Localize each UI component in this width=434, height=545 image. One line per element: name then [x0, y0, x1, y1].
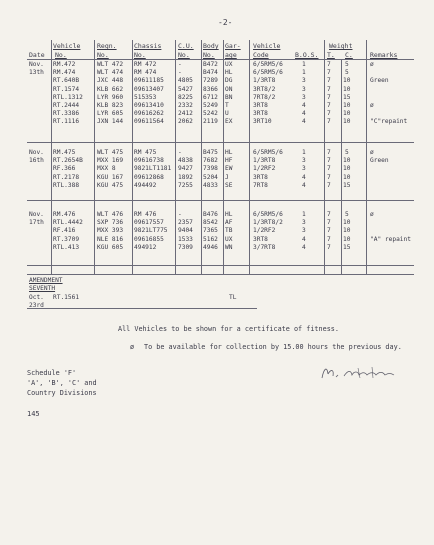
cell-bos: 4 [302, 102, 306, 109]
cell-veh: RM.472 [53, 61, 76, 68]
cell-chassis: 09612868 [134, 173, 164, 181]
rule-line [27, 200, 414, 201]
cell-t: 7 [327, 157, 331, 165]
rule-line [27, 308, 257, 309]
cell-regn: KLB 662 [97, 85, 124, 93]
cell-bos: 4 [302, 118, 306, 126]
cell-veh: RTL.4442 [53, 219, 83, 227]
cell-remark: ø [370, 211, 374, 218]
cell-chassis: 494492 [134, 181, 157, 189]
cell-code: 3RT8 [253, 235, 268, 243]
cell-bos: 3 [302, 219, 306, 227]
cell-regn: SXP 736 [97, 219, 124, 227]
cell-code: 3/7RT8 [253, 243, 276, 251]
cell-chassis: RM 474 [134, 69, 157, 77]
column-rule [132, 40, 133, 274]
header-cu: C.U. [178, 42, 194, 50]
cell-body: 6712 [203, 93, 218, 101]
cell-gar: WN [225, 243, 233, 251]
schedule-line-1: Schedule 'F' [27, 369, 77, 377]
cell-c: 10 [343, 77, 351, 85]
header-cu-no: No. [178, 51, 190, 59]
cell-chassis: 9821LT775 [134, 227, 168, 235]
cell-cu: 2332 [178, 102, 193, 109]
header-remarks: Remarks [370, 51, 398, 59]
amendment-vehicle: RT.1561 [53, 294, 80, 301]
cell-code: 3RT8 [253, 173, 268, 181]
cell-code: 6/5RM5/6 [253, 149, 283, 156]
cell-cu: - [178, 211, 182, 218]
cell-gar: EW [225, 165, 233, 173]
cell-chassis: 09616855 [134, 235, 164, 243]
schedule-line-2: 'A', 'B', 'C' and [27, 379, 97, 387]
cell-gar: J [225, 173, 229, 181]
cell-c: 10 [343, 173, 351, 181]
cell-c: 10 [343, 165, 351, 173]
cell-c: 15 [343, 93, 351, 101]
cell-t: 7 [327, 227, 331, 235]
cell-cu: 2357 [178, 219, 193, 227]
cell-t: 7 [327, 85, 331, 93]
cell-chassis: 9821LT1181 [134, 165, 172, 173]
cell-regn: WLT 476 [97, 211, 124, 218]
cell-body: B474 [203, 69, 218, 77]
header-vehicle-no: No. [55, 51, 67, 59]
cell-body: 7289 [203, 77, 218, 85]
cell-veh: RT.2654B [53, 157, 83, 165]
cell-gar: HL [225, 149, 233, 156]
cell-gar: DG [225, 77, 233, 85]
cell-cu: 2062 [178, 118, 193, 126]
cell-code: 7RT8/2 [253, 93, 276, 101]
cell-veh: RT.640B [53, 77, 80, 85]
column-rule [249, 40, 250, 274]
collection-mark: ø [130, 343, 135, 351]
cell-code: 1/2RF2 [253, 227, 276, 235]
cell-bos: 4 [302, 235, 306, 243]
cell-chassis: RM 472 [134, 61, 157, 68]
cell-t: 7 [327, 243, 331, 251]
cell-regn: WLT 475 [97, 149, 124, 156]
amendment-date-month: Oct. [29, 294, 44, 301]
cell-t: 7 [327, 165, 331, 173]
cell-cu: - [178, 149, 182, 156]
cell-body: 5242 [203, 110, 218, 118]
cell-code: 3RT8 [253, 110, 268, 118]
cell-code: 1/2RF2 [253, 165, 276, 173]
amendment-garage: TL [229, 294, 237, 301]
cell-body: 8366 [203, 85, 218, 93]
cell-body: B475 [203, 149, 218, 156]
cell-gar: EX [225, 118, 233, 126]
date-day: 16th [29, 157, 44, 165]
cell-t: 7 [327, 77, 331, 85]
cell-cu: 4838 [178, 157, 193, 165]
schedule-note [27, 368, 97, 398]
cell-gar: SE [225, 181, 233, 189]
cell-chassis: 515353 [134, 93, 157, 101]
cell-c: 10 [343, 110, 351, 118]
cell-t: 7 [327, 181, 331, 189]
cell-gar: U [225, 110, 229, 118]
cell-bos: 3 [302, 93, 306, 101]
cell-body: 8542 [203, 219, 218, 227]
cell-body: 4833 [203, 181, 218, 189]
cell-c: 10 [343, 118, 351, 126]
cell-bos: 4 [302, 110, 306, 118]
column-rule [51, 40, 52, 274]
cell-t: 7 [327, 93, 331, 101]
header-code: Code [253, 51, 269, 59]
cell-t: 7 [327, 102, 331, 109]
amendment-label: AMENDMENT [29, 277, 63, 284]
header-bos: B.O.S. [295, 51, 319, 59]
cell-gar: T [225, 102, 229, 109]
cell-code: 6/5RM5/6 [253, 61, 283, 68]
header-weight: Weight [329, 42, 353, 50]
date-day: 17th [29, 219, 44, 227]
rule-line [27, 142, 414, 143]
cell-regn: NLE 816 [97, 235, 124, 243]
fitness-note: All Vehicles to be shown for a certificate of fitness. [118, 325, 339, 333]
cell-c: 5 [345, 61, 349, 68]
cell-body: 7365 [203, 227, 218, 235]
cell-cu: 4805 [178, 77, 193, 85]
cell-cu: 7255 [178, 181, 193, 189]
cell-gar: UX [225, 235, 233, 243]
cell-t: 7 [327, 149, 331, 156]
column-rule [201, 40, 202, 274]
header-weight-c: C. [345, 51, 353, 59]
cell-code: 1/3RT8 [253, 77, 276, 85]
header-garage: Gar- [225, 42, 241, 50]
cell-bos: 1 [302, 211, 306, 218]
header-vehicle: Vehicle [53, 42, 81, 50]
cell-bos: 4 [302, 181, 306, 189]
column-rule [341, 59, 342, 274]
cell-c: 10 [343, 227, 351, 235]
header-body: Body [203, 42, 219, 50]
rule-line [27, 265, 414, 266]
cell-chassis: 09616262 [134, 110, 164, 118]
cell-c: 10 [343, 85, 351, 93]
cell-body: 5249 [203, 102, 218, 109]
cell-gar: TB [225, 227, 233, 235]
column-rule [324, 40, 325, 274]
cell-regn: KGU 475 [97, 181, 124, 189]
header-date: Date [29, 51, 45, 59]
cell-t: 7 [327, 118, 331, 126]
cell-bos: 3 [302, 227, 306, 235]
cell-gar: ON [225, 85, 233, 93]
schedule-line-3: Country Divisions [27, 389, 97, 397]
cell-bos: 1 [302, 61, 306, 68]
cell-veh: RT.3709 [53, 235, 80, 243]
cell-c: 5 [345, 69, 349, 77]
cell-c: 10 [343, 235, 351, 243]
cell-regn: WLT 472 [97, 61, 124, 68]
footer-number: 145 [27, 410, 40, 418]
cell-t: 7 [327, 110, 331, 118]
cell-code: 6/5RM5/6 [253, 69, 283, 77]
cell-cu: 9404 [178, 227, 193, 235]
date-month: Nov. [29, 61, 44, 68]
cell-remark: "A" repaint [370, 235, 411, 243]
cell-bos: 3 [302, 77, 306, 85]
cell-cu: 8225 [178, 93, 193, 101]
cell-gar: AF [225, 219, 233, 227]
cell-regn: JXN 144 [97, 118, 124, 126]
cell-remark: Green [370, 77, 389, 85]
cell-body: 4946 [203, 243, 218, 251]
cell-gar: BN [225, 93, 233, 101]
cell-c: 5 [345, 149, 349, 156]
cell-body: 5204 [203, 173, 218, 181]
cell-cu: 9427 [178, 165, 193, 173]
page-number: -2- [218, 18, 233, 27]
cell-veh: RTL.413 [53, 243, 80, 251]
cell-t: 7 [327, 173, 331, 181]
cell-chassis: 09611564 [134, 118, 164, 126]
cell-c: 15 [343, 181, 351, 189]
header-vehicle-code: Vehicle [253, 42, 281, 50]
cell-chassis: RM 476 [134, 211, 157, 218]
cell-regn: KGU 167 [97, 173, 124, 181]
header-chassis-no: No. [134, 51, 146, 59]
cell-t: 7 [327, 235, 331, 243]
header-regn: Regn. [97, 42, 117, 50]
cell-regn: MXX 393 [97, 227, 124, 235]
cell-gar: HL [225, 69, 233, 77]
cell-veh: RF.416 [53, 227, 76, 235]
cell-chassis: 09613407 [134, 85, 164, 93]
cell-veh: RT.2444 [53, 102, 80, 109]
date-month: Nov. [29, 211, 44, 218]
cell-veh: RTL.388 [53, 181, 80, 189]
header-garage-2: age [225, 51, 237, 59]
cell-body: 5162 [203, 235, 218, 243]
collection-note: To be available for collection by 15.00 hours the previous day. [144, 343, 402, 351]
cell-gar: UX [225, 61, 233, 68]
cell-regn: LYR 605 [97, 110, 124, 118]
column-rule [94, 40, 95, 274]
cell-veh: RT.1116 [53, 118, 80, 126]
cell-code: 1/3RT8 [253, 157, 276, 165]
rule-line [27, 59, 414, 60]
cell-cu: 1892 [178, 173, 193, 181]
cell-veh: RM.476 [53, 211, 76, 218]
cell-remark: ø [370, 102, 374, 109]
cell-veh: RT.2178 [53, 173, 80, 181]
cell-body: B472 [203, 61, 218, 68]
column-rule [223, 40, 224, 274]
cell-chassis: 494912 [134, 243, 157, 251]
cell-bos: 1 [302, 69, 306, 77]
cell-c: 10 [343, 219, 351, 227]
handwritten-signature [318, 360, 400, 384]
cell-body: 7398 [203, 165, 218, 173]
cell-bos: 1 [302, 149, 306, 156]
cell-code: 3RT8 [253, 102, 268, 109]
cell-t: 7 [327, 211, 331, 218]
cell-code: 1/3RT8/2 [253, 219, 283, 227]
cell-veh: RM.475 [53, 149, 76, 156]
header-chassis: Chassis [134, 42, 162, 50]
cell-chassis: 09611185 [134, 77, 164, 85]
cell-bos: 3 [302, 165, 306, 173]
cell-veh: RF.366 [53, 165, 76, 173]
rule-line [27, 274, 414, 275]
amendment-seventh: SEVENTH [29, 285, 56, 292]
cell-cu: - [178, 61, 182, 68]
cell-t: 7 [327, 61, 331, 68]
amendment-date-day: 23rd [29, 302, 44, 309]
cell-body: 7682 [203, 157, 218, 165]
cell-regn: MXX 169 [97, 157, 124, 165]
cell-regn: LYR 960 [97, 93, 124, 101]
column-rule [366, 40, 367, 274]
cell-regn: MXX 8 [97, 165, 116, 173]
header-weight-t: T. [327, 51, 335, 59]
cell-bos: 3 [302, 157, 306, 165]
cell-remark: ø [370, 149, 374, 156]
cell-gar: HF [225, 157, 233, 165]
cell-veh: RT.1574 [53, 85, 80, 93]
cell-c: 5 [345, 211, 349, 218]
cell-veh: RM.474 [53, 69, 76, 77]
cell-t: 7 [327, 69, 331, 77]
cell-cu: 1533 [178, 235, 193, 243]
cell-regn: KLB 823 [97, 102, 124, 109]
cell-cu: 7309 [178, 243, 193, 251]
header-body-no: No. [203, 51, 215, 59]
cell-body: 2119 [203, 118, 218, 126]
cell-remark: ø [370, 61, 374, 68]
cell-regn: JXC 448 [97, 77, 124, 85]
header-regn-no: No. [97, 51, 109, 59]
vehicle-schedule-table [27, 40, 414, 320]
cell-bos: 4 [302, 173, 306, 181]
cell-cu: - [178, 69, 182, 77]
cell-c: 10 [343, 157, 351, 165]
cell-cu: 5427 [178, 85, 193, 93]
cell-bos: 4 [302, 243, 306, 251]
cell-chassis: 09617557 [134, 219, 164, 227]
cell-chassis: 09616738 [134, 157, 164, 165]
cell-code: 7RT8 [253, 181, 268, 189]
cell-bos: 3 [302, 85, 306, 93]
cell-regn: KGU 605 [97, 243, 124, 251]
date-month: Nov. [29, 149, 44, 156]
cell-code: 3RT8/2 [253, 85, 276, 93]
cell-c: 15 [343, 243, 351, 251]
cell-chassis: RM 475 [134, 149, 157, 156]
cell-t: 7 [327, 219, 331, 227]
cell-remark: Green [370, 157, 389, 165]
cell-chassis: 09613410 [134, 102, 164, 109]
cell-code: 6/5RM5/6 [253, 211, 283, 218]
cell-regn: WLT 474 [97, 69, 124, 77]
cell-veh: RTL.1312 [53, 93, 83, 101]
cell-gar: HL [225, 211, 233, 218]
cell-code: 3RT10 [253, 118, 272, 126]
column-rule [175, 40, 176, 274]
cell-remark: "C"repaint [370, 118, 408, 126]
cell-veh: RT.3386 [53, 110, 80, 118]
cell-cu: 2412 [178, 110, 193, 118]
cell-c: 10 [343, 102, 351, 109]
cell-body: B476 [203, 211, 218, 218]
date-day: 13th [29, 69, 44, 77]
